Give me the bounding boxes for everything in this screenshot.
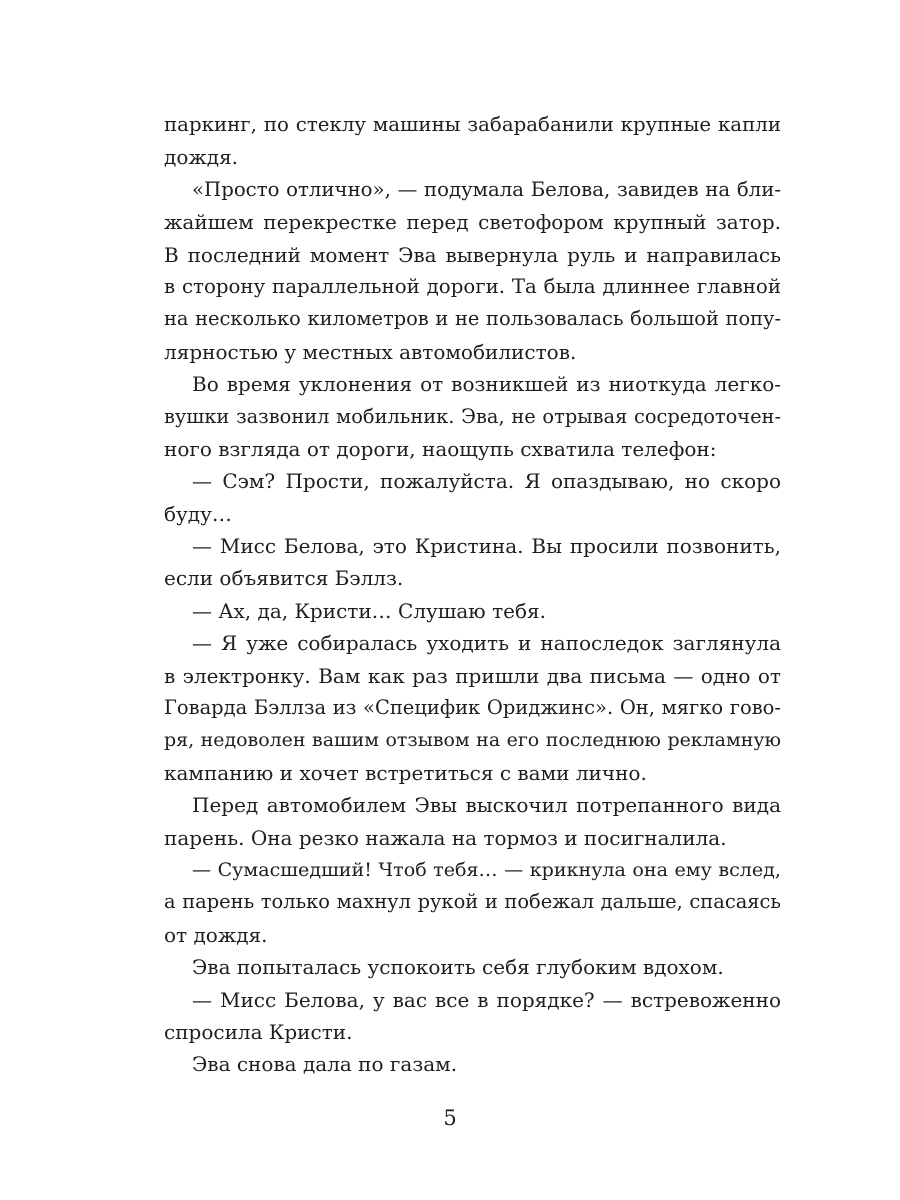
text-line: спросила Кристи. [164, 1019, 353, 1044]
text-line: в сторону параллельной дороги. Та была длиннее главной [164, 274, 781, 298]
text-line: Перед автомобилем Эвы выскочил потрепанного вида [192, 793, 781, 818]
text-line: вушки зазвонил мобильник. Эва, не отрывая сосредоточен- [164, 404, 781, 428]
text-line: паркинг, по стеклу машины забарабанили крупные капли [164, 113, 781, 136]
text-line: Во время уклонения от возникшей из ниоткуда легко- [192, 372, 781, 397]
text-line: «Просто отлично», — подумала Белова, завидев на бли- [192, 177, 781, 201]
text-line: а парень только махнул рукой и побежал дальше, спасаясь [164, 890, 781, 914]
text-line: буду… [164, 501, 232, 526]
text-line: — Сэм? Прости, пожалуйста. Я опаздываю, но скоро [192, 469, 781, 494]
text-line: Эва снова дала по газам. [192, 1052, 458, 1077]
text-line: — Мисс Белова, это Кристина. Вы просили позвонить, [192, 534, 781, 559]
text-line: кампанию и хочет встретиться с вами лично. [164, 760, 647, 785]
text-line: — Я уже собиралась уходить и напоследок заглянула [192, 631, 781, 656]
text-line: дождя. [164, 145, 239, 170]
text-line: на несколько километров и не пользовалась большой попу- [164, 307, 781, 331]
body-text [164, 109, 781, 1081]
text-line: ря, недоволен вашим отзывом на его последнюю рекламную [164, 729, 781, 752]
text-line: ного взгляда от дороги, наощупь схватила телефон: [164, 436, 717, 461]
text-line: в электронку. Вам как раз пришли два письма — одно от [164, 663, 781, 688]
text-line: от дождя. [164, 922, 268, 947]
text-line: жайшем перекрестке перед светофором крупный затор. [164, 210, 781, 235]
text-line: лярностью у местных автомобилистов. [164, 339, 577, 364]
text-line: парень. Она резко нажала на тормоз и посигналила. [164, 825, 727, 850]
text-line: — Сумасшедший! Чтоб тебя… — крикнула она ему вслед, [192, 857, 781, 881]
text-line: В последний момент Эва вывернула руль и направилась [164, 242, 781, 267]
text-line: — Мисс Белова, у вас все в порядке? — встревоженно [192, 987, 781, 1012]
text-line: если объявится Бэллз. [164, 566, 404, 591]
text-line: Говарда Бэллза из «Специфик Ориджинс». Он, мягко гово- [164, 696, 781, 720]
page-number: 5 [443, 1106, 457, 1130]
text-line: — Ах, да, Кристи… Слушаю тебя. [192, 598, 546, 623]
text-line: Эва попыталась успокоить себя глубоким вдохом. [192, 955, 724, 980]
